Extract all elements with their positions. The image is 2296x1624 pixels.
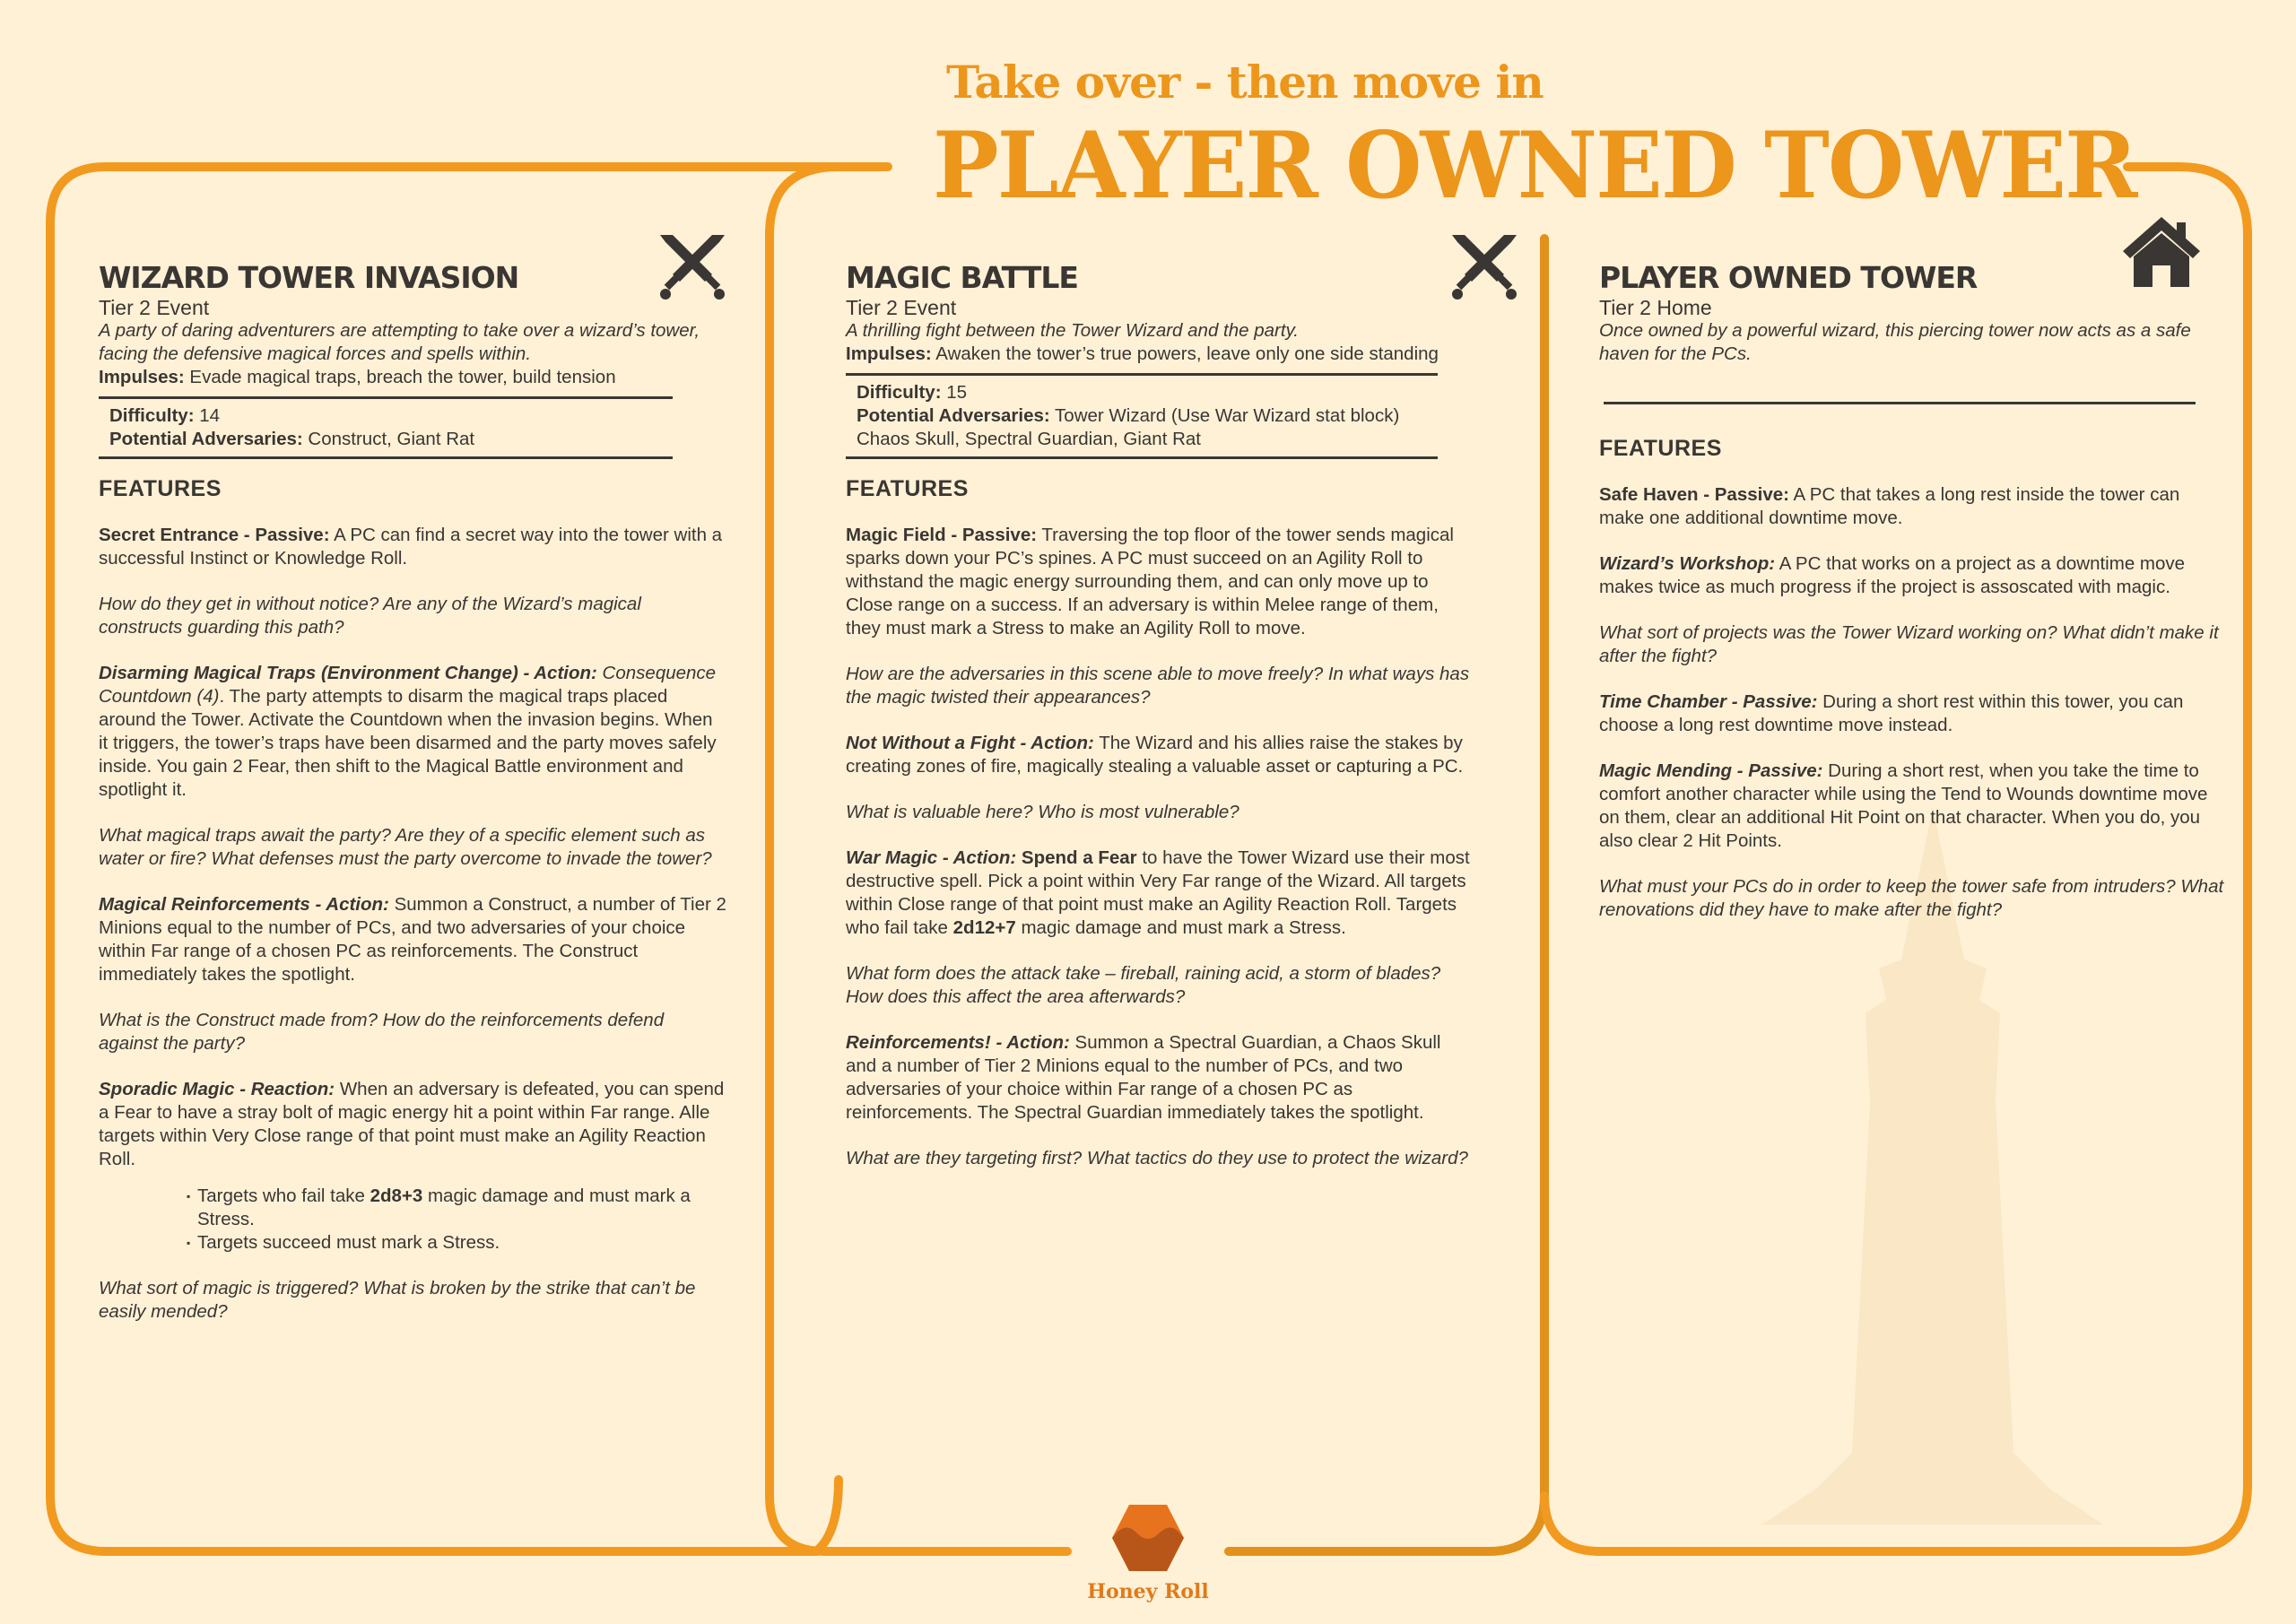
adversaries-value: Tower Wizard (Use War Wizard stat block) Chaos Skull, Spectral Guardian, Giant Rat — [857, 405, 1400, 449]
feature-question: What form does the attack take – fireball, raining acid, a storm of blades? How does this affect the area afterwards? — [846, 963, 1441, 1007]
feature-text: magic damage and must mark a Stress. — [1015, 917, 1346, 938]
feature — [1599, 483, 2227, 530]
divider — [1604, 402, 2196, 404]
card-description: Once owned by a powerful wizard, this piercing tower now acts as a safe haven for the PCs. — [1599, 320, 2191, 364]
feature-text: During a short rest, when you take the time to comfort another character while using the Tend to Wounds downtime move on them, clear an additional Hit Point on that character. When you do, you also clear 2 Hit Points. — [1599, 760, 2208, 851]
card-tier: Tier 2 Event — [99, 296, 210, 319]
tagline: Take over - then move in — [946, 56, 1544, 109]
card-title: PLAYER OWNED TOWER — [1599, 260, 1978, 295]
fear-cost: Spend a Fear — [1016, 847, 1137, 868]
impulses-line — [846, 343, 1474, 366]
feature-name: Safe Haven - Passive: — [1599, 484, 1789, 505]
card-player-owned-tower — [1599, 260, 2227, 944]
difficulty-line — [857, 381, 1427, 404]
card-title: WIZARD TOWER INVASION — [99, 260, 519, 295]
difficulty-value: 15 — [941, 382, 968, 403]
feature-text: When an adversary is defeated, you can spend a Fear to have a stray bolt of magic energy hit a point within Far range. Alle targets within Very Close range of that point must make an Agility Reaction Roll. — [99, 1079, 725, 1169]
adversaries-label: Potential Adversaries: — [109, 429, 303, 449]
feature — [846, 847, 1474, 940]
bullet-text: magic damage and must mark a Stress. — [197, 1185, 691, 1229]
card-title: MAGIC BATTLE — [846, 260, 1078, 295]
feature-text: A PC can find a secret way into the tower with a successful Instinct or Knowledge Roll. — [99, 525, 723, 569]
damage-value: 2d12+7 — [952, 917, 1016, 938]
features-heading: FEATURES — [1599, 436, 1722, 461]
feature-question: What sort of projects was the Tower Wizard working on? What didn’t make it after the fight? — [1599, 622, 2219, 666]
bullet-list — [187, 1185, 726, 1255]
difficulty-line — [109, 404, 662, 428]
card-magic-battle — [846, 260, 1474, 1193]
difficulty-label: Difficulty: — [857, 382, 942, 403]
feature-question: How are the adversaries in this scene able to move freely? In what ways has the magic twisted their appearances? — [846, 664, 1470, 708]
feature-name: Sporadic Magic - Reaction: — [99, 1079, 335, 1099]
feature-name: Magic Mending - Passive: — [1599, 760, 1823, 781]
impulses-label: Impulses: — [846, 343, 932, 364]
feature — [846, 1031, 1474, 1125]
feature-text: . The party attempts to disarm the magical traps placed around the Tower. Activate the Countdown when the invasion begins. When it triggers, the tower’s traps have been disarmed and the party moves safely inside. You gain 2 Fear, then shift to the Magical Battle environment and spotlight it. — [99, 686, 717, 800]
features-heading: FEATURES — [846, 476, 969, 501]
impulses-line — [99, 366, 726, 389]
adversaries-line — [857, 404, 1431, 451]
feature-name: War Magic - Action: — [846, 847, 1017, 868]
feature — [99, 893, 726, 986]
damage-value: 2d8+3 — [370, 1185, 423, 1206]
feature-question: What sort of magic is triggered? What is broken by the strike that can’t be easily mended? — [99, 1278, 696, 1322]
feature — [1599, 690, 2227, 737]
page-title: PLAYER OWNED TOWER — [933, 112, 2136, 220]
difficulty-label: Difficulty: — [109, 405, 195, 426]
feature-question: What is the Construct made from? How do the reinforcements defend against the party? — [99, 1010, 665, 1054]
feature-name: Time Chamber - Passive: — [1599, 691, 1818, 712]
stats-box — [99, 396, 673, 459]
bullet-text: Targets who fail take — [197, 1185, 370, 1206]
feature-text: Summon a Spectral Guardian, a Chaos Skull and a number of Tier 2 Minions equal to the number of PCs, and two adversaries of your choice within Far range of a chosen PC as reinforcements. The Spectral Guardian immediately takes the spotlight. — [846, 1032, 1441, 1123]
adversaries-label: Potential Adversaries: — [857, 405, 1050, 426]
difficulty-value: 14 — [194, 405, 221, 426]
feature-name: Magic Field - Passive: — [846, 525, 1038, 545]
feature-text: to have the Tower Wizard use their most destructive spell. Pick a point within Very Far range of the Wizard. All targets within Close range of that point must make an Agility Reaction Roll. Targets who fail take — [846, 847, 1470, 938]
feature-name: Reinforcements! - Action: — [846, 1032, 1070, 1053]
feature-name: Magical Reinforcements - Action: — [99, 894, 389, 915]
stats-box — [846, 373, 1438, 459]
feature-name: Not Without a Fight - Action: — [846, 733, 1094, 753]
list-item — [197, 1185, 726, 1231]
feature-text: Summon a Construct, a number of Tier 2 Minions equal to the number of PCs, and two adversaries of your choice within Far range of a chosen PC as reinforcements. The Construct immediately takes the spotlight. — [99, 894, 726, 985]
card-tier: Tier 2 Home — [1599, 296, 1712, 319]
adversaries-value: Construct, Giant Rat — [302, 429, 475, 449]
feature-name: Disarming Magical Traps (Environment Change) - Action: — [99, 663, 597, 683]
impulses-text: Evade magical traps, breach the tower, build tension — [184, 367, 616, 387]
feature — [99, 662, 726, 802]
feature-name: Wizard’s Workshop: — [1599, 553, 1776, 574]
feature-text: A PC that works on a project as a downtime move makes twice as much progress if the project is assoscated with magic. — [1599, 553, 2186, 597]
feature-text: During a short rest within this tower, you can choose a long rest downtime move instead. — [1599, 691, 2184, 735]
honeycomb-logo-icon — [1110, 1503, 1186, 1573]
feature — [1599, 552, 2227, 599]
adversaries-line — [109, 428, 662, 451]
card-description: A thrilling fight between the Tower Wizard and the party. — [846, 320, 1299, 341]
feature-question: What is valuable here? Who is most vulnerable? — [846, 802, 1239, 822]
impulses-label: Impulses: — [99, 367, 185, 387]
brand-name: Honey Roll — [1087, 1580, 1209, 1603]
feature-question: How do they get in without notice? Are any of the Wizard’s magical constructs guarding this path? — [99, 594, 641, 638]
list-item: ▪ Targets succeed must mark a Stress. — [197, 1231, 726, 1255]
feature — [1599, 760, 2227, 853]
feature — [846, 524, 1474, 640]
card-wizard-tower-invasion — [99, 260, 726, 1346]
feature-name: Secret Entrance - Passive: — [99, 525, 330, 545]
feature-text: Traversing the top floor of the tower sends magical sparks down your PC’s spines. A PC must succeed on an Agility Roll to withstand the magic energy surrounding them, and can only move up to Close range on a success. If an adversary is within Melee range of them, they must mark a Stress to make an Agility Roll to move. — [846, 525, 1454, 638]
features-heading: FEATURES — [99, 476, 222, 501]
feature — [846, 732, 1474, 778]
impulses-text: Awaken the tower’s true powers, leave only one side standing — [931, 343, 1439, 364]
feature-text: The Wizard and his allies raise the stakes by creating zones of fire, magically stealing a valuable asset or capturing a PC. — [846, 733, 1464, 777]
card-tier: Tier 2 Event — [846, 296, 957, 319]
feature-text: A PC that takes a long rest inside the tower can make one additional downtime move. — [1599, 484, 2180, 528]
feature-question: What magical traps await the party? Are they of a specific element such as water or fire? What defenses must the party overcome to invade the tower? — [99, 825, 712, 869]
feature — [99, 1078, 726, 1171]
card-description: A party of daring adventurers are attempting to take over a wizard’s tower, facing the defensive magical forces and spells within. — [99, 320, 700, 364]
feature — [99, 524, 726, 570]
feature-question: What must your PCs do in order to keep the tower safe from intruders? What renovations did they have to make after the fight? — [1599, 876, 2224, 920]
countdown-text: Consequence Countdown (4) — [99, 663, 717, 707]
feature-question: What are they targeting first? What tactics do they use to protect the wizard? — [846, 1148, 1468, 1168]
